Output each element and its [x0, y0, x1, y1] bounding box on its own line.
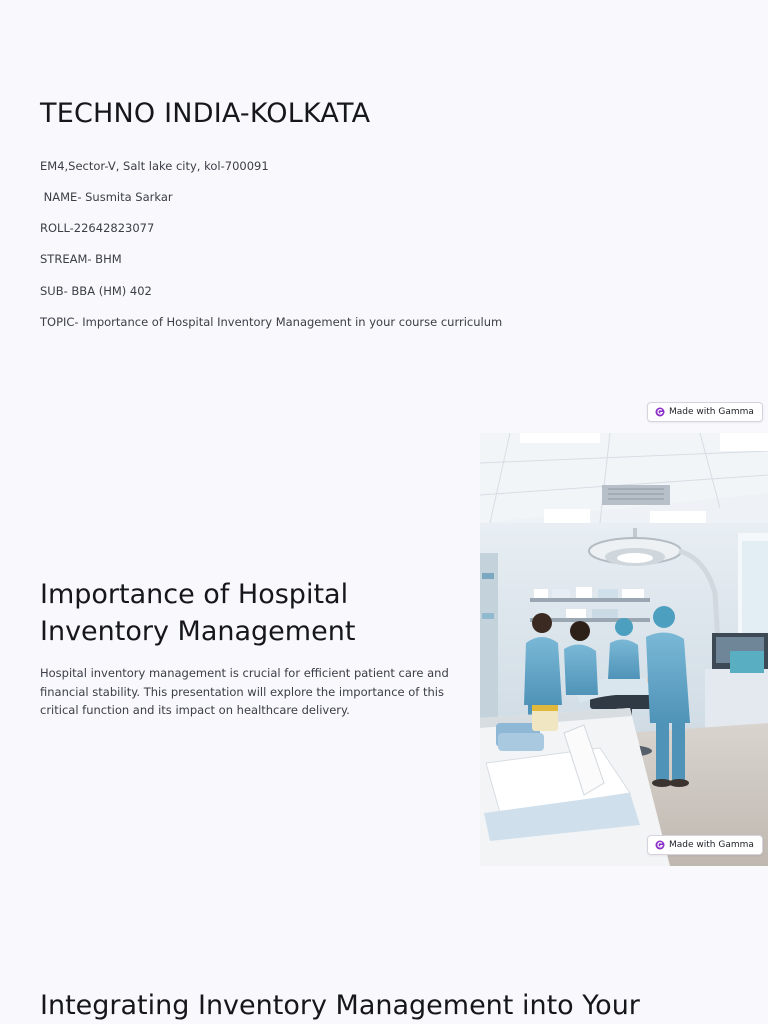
slide-intro-paragraph: Hospital inventory management is crucial for efficient patient care and financial stability. This presentation will explore the importance of this critical function and its impact on healthcare delivery.: [40, 666, 449, 717]
topic-line: TOPIC- Importance of Hospital Inventory Management in your course curriculum: [40, 315, 503, 329]
page-title: TECHNO INDIA-KOLKATA: [40, 98, 371, 129]
made-with-gamma-badge[interactable]: [647, 835, 763, 855]
subject-line: SUB- BBA (HM) 402: [40, 284, 152, 298]
slide-heading: Integrating Inventory Management into Your: [40, 990, 640, 1021]
slide-heading: Importance of Hospital Inventory Management: [40, 579, 356, 647]
badge-label: Made with Gamma: [669, 407, 754, 417]
address-line: EM4,Sector-V, Salt lake city, kol-700091: [40, 159, 269, 173]
gamma-logo-icon: [655, 407, 665, 417]
stream-line: STREAM- BHM: [40, 252, 122, 266]
roll-number-line: ROLL-22642823077: [40, 221, 155, 235]
hospital-operating-room-image: [480, 433, 768, 866]
gamma-logo-icon: [655, 840, 665, 850]
made-with-gamma-badge[interactable]: [647, 402, 763, 422]
badge-label: Made with Gamma: [669, 840, 754, 850]
student-name-line: NAME- Susmita Sarkar: [40, 190, 173, 204]
